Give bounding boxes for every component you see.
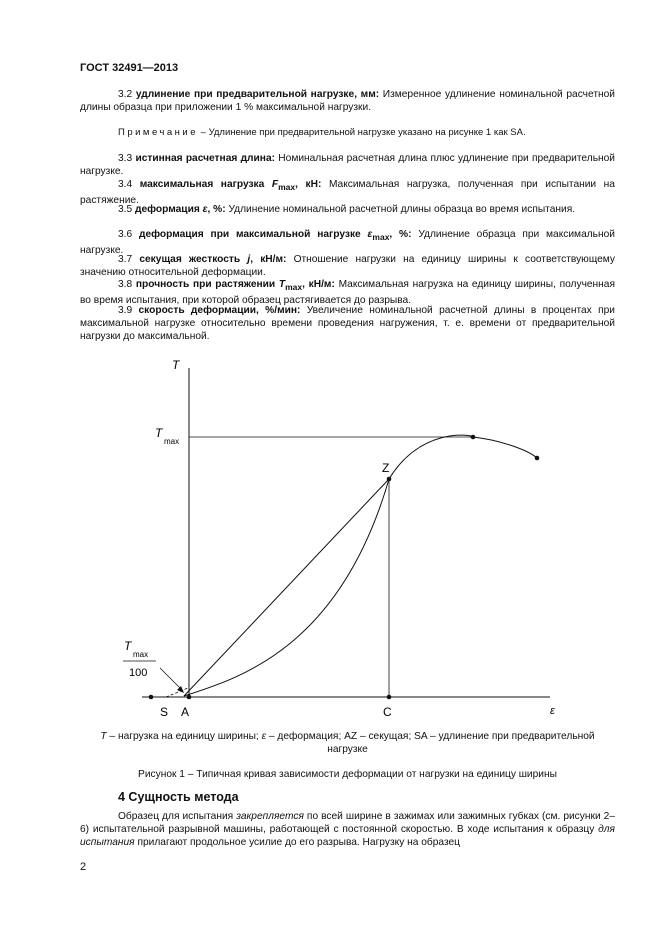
section-4-paragraph: Образец для испытания закрепляется по всей ширине в зажимах или зажимных губках (см. рисунки 2–6) испытательной разрывной машины, работающей с постоянной скоростью. В ходе испытания к образцу для испытания прилагают продольное усилие до его разрыва. Нагрузку на образец xyxy=(80,811,615,848)
definition-3-8: 3.8 прочность при растяжении $T_{max}$, кН/м: Максимальная нагрузка на единицу ширины, полученная во время испытания, при которой образец растягивается до разрыва. xyxy=(80,279,615,307)
definition-3-2: 3.2 удлинение при предварительной нагрузке, мм: Измеренное удлинение номинальной расчетной длины образца при приложении 1 % максимальной нагрузки. xyxy=(80,89,615,113)
point-max-dot xyxy=(471,435,476,440)
page-number: 2 xyxy=(80,861,87,873)
point-a-dot xyxy=(187,695,192,700)
point-z-label: Z xyxy=(382,461,390,475)
y-axis-label: T xyxy=(172,358,180,372)
stress-strain-diagram xyxy=(80,348,615,720)
note: Примечание – Удлинение при предварительной нагрузке указано на рисунке 1 как SA. xyxy=(118,127,526,138)
frac-label-den: 100 xyxy=(129,667,148,679)
term-3-2: удлинение при предварительной нагрузке, мм: xyxy=(135,89,380,100)
standard-header: ГОСТ 32491—2013 xyxy=(80,62,179,74)
section-title: 4 Сущность метода xyxy=(118,790,239,804)
figure-legend: T – нагрузка на единицу ширины; ε – деформация; AZ – секущая; SA – удлинение при предварительной нагрузке xyxy=(100,731,595,755)
frac-label-t: T xyxy=(124,639,132,653)
definition-3-9: 3.9 скорость деформации, %/мин: Увеличение номинальной расчетной длины в процентах при максимальной нагрузке относительно времени проведения нагружения, т. е. времени от предварительной нагрузки до максимальной. xyxy=(80,305,615,342)
definition-3-3: 3.3 истинная расчетная длина: Номинальная расчетная длина плюс удлинение при предварительной нагрузке. xyxy=(80,153,615,177)
definition-3-7: 3.7 секущая жесткость j, кН/м: Отношение нагрузки на единицу ширины к соответствующему значению относительной деформации. xyxy=(80,254,615,278)
point-s-label: S xyxy=(160,705,169,719)
tmax-100-arrowhead xyxy=(177,686,184,693)
definition-3-6: 3.6 деформация при максимальной нагрузке $\varepsilon_{max}$, %: Удлинение образца при максимальной нагрузке. xyxy=(80,229,615,257)
note-label: Примечание xyxy=(118,127,198,138)
point-c-dot xyxy=(387,695,392,700)
tmax-label-t: T xyxy=(155,426,163,440)
figure-1 xyxy=(80,348,615,720)
tmax-label-sub: max xyxy=(164,437,180,446)
definition-3-5: 3.5 деформация ε, %: Удлинение номинальной расчетной длины образца во время испытания. xyxy=(118,204,576,215)
secant-az xyxy=(184,479,389,696)
point-c-label: C xyxy=(383,705,392,719)
point-z-dot xyxy=(387,477,392,482)
point-end-dot xyxy=(535,456,540,461)
point-s-dot xyxy=(149,695,154,700)
figure-caption: Рисунок 1 – Типичная кривая зависимости деформации от нагрузки на единицу ширины xyxy=(138,769,557,780)
x-axis-label: ε xyxy=(550,705,555,717)
point-a-label: A xyxy=(181,705,190,719)
definition-3-4: 3.4 максимальная нагрузка $F_{max}$, кН: Максимальная нагрузка, полученная при испытании на растяжение. xyxy=(80,179,615,207)
load-curve xyxy=(184,435,537,696)
frac-label-sub: max xyxy=(133,650,149,659)
